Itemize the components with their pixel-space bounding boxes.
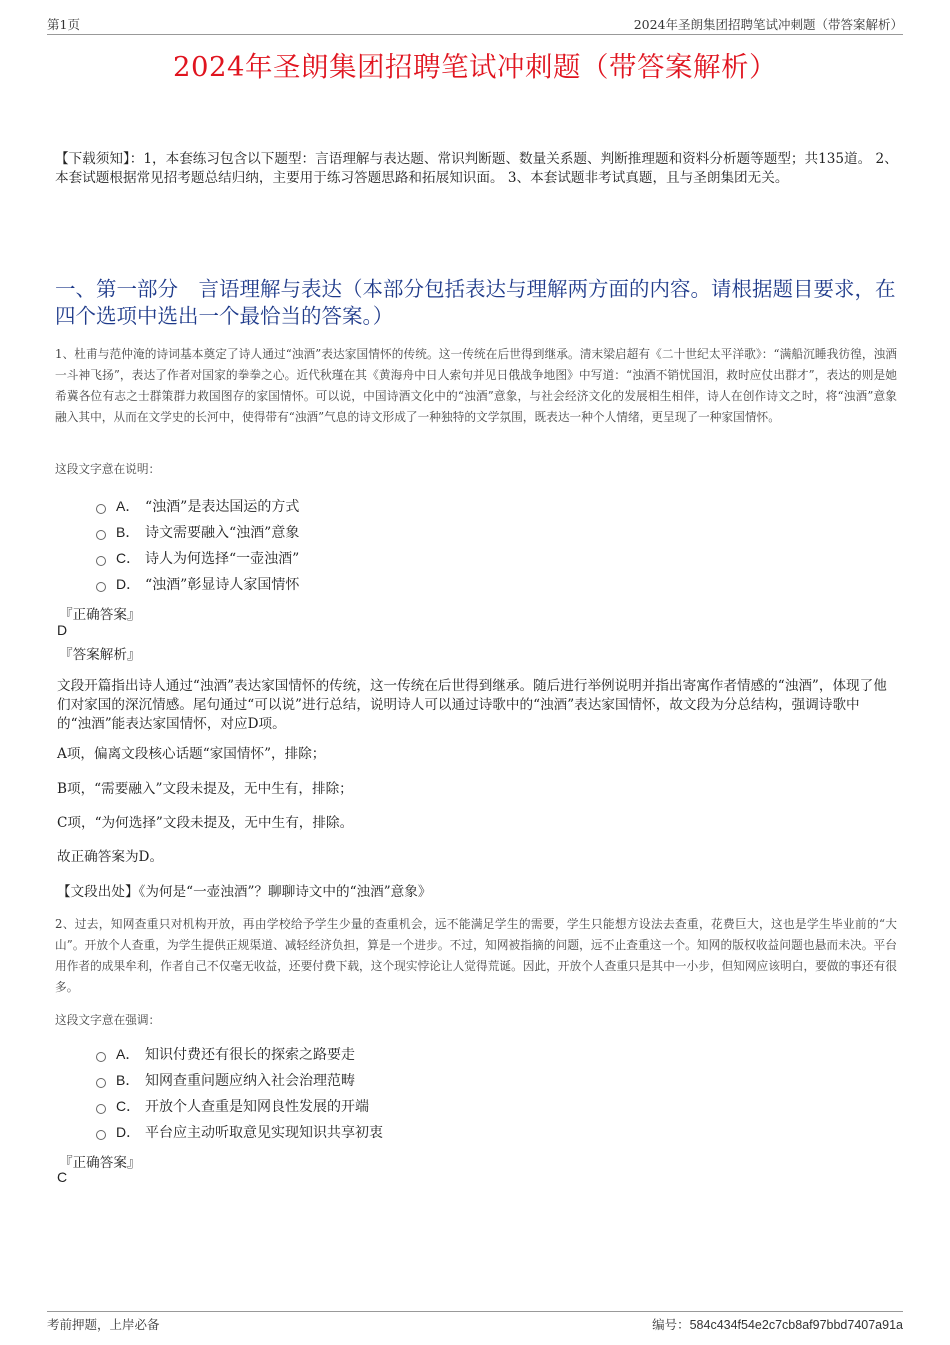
- question-1-answer: D: [57, 622, 68, 638]
- question-1-analysis-a: A项，偏离文段核心话题“家国情怀”，排除；: [57, 746, 326, 762]
- option-text: 开放个人查重是知网良性发展的开端: [145, 1099, 369, 1115]
- question-1-option-c[interactable]: [96, 548, 299, 568]
- option-letter: D．: [116, 576, 141, 592]
- question-2-answer: C: [57, 1169, 68, 1185]
- option-text: 知识付费还有很长的探索之路要走: [145, 1047, 355, 1063]
- question-2-option-d[interactable]: [96, 1122, 383, 1142]
- radio-button-icon[interactable]: [96, 1130, 106, 1140]
- page-header: [47, 14, 903, 35]
- question-1-prompt: 这段文字意在说明：: [55, 462, 161, 476]
- radio-button-icon[interactable]: [96, 1104, 106, 1114]
- page-number: 第1页: [47, 17, 80, 32]
- option-text: 诗文需要融入“浊酒”意象: [145, 525, 300, 541]
- radio-button-icon[interactable]: [96, 582, 106, 592]
- radio-button-icon[interactable]: [96, 530, 106, 540]
- question-1-stem: 1、杜甫与范仲淹的诗词基本奠定了诗人通过“浊酒”表达家国情怀的传统。这一传统在后世得到继承。清末梁启超有《二十世纪太平洋歌》：“满船沉睡我彷徨，浊酒一斗神飞扬”，表达了作者对国家的拳拳之心。近代秋瑾在其《黄海舟中日人索句并见日俄战争地图》中写道：“浊酒不销忧国泪，救时应仗出群才”，表达的则是她希冀各位有志之士群策群力救国图存的家国情怀。可以说，中国诗酒文化中的“浊酒”意象，与社会经济文化的发展相生相伴，诗人在创作诗文之时，将“浊酒”意象融入其中，从而在文学史的长河中，使得带有“浊酒”气息的诗文形成了一种独特的文学氛围，既表达一种个人情绪，更呈现了一种家国情怀。: [55, 347, 897, 424]
- question-1-analysis-conclusion: 故正确答案为D。: [57, 849, 164, 865]
- question-2-answer-label: 『正确答案』: [59, 1155, 141, 1171]
- footer-slogan: 考前押题，上岸必备: [47, 1317, 160, 1332]
- section-title: 一、第一部分 言语理解与表达（本部分包括表达与理解两方面的内容。请根据题目要求，在四个选项中选出一个最恰当的答案。）: [55, 277, 896, 328]
- option-letter: C．: [116, 1098, 141, 1114]
- header-doc-title: 2024年圣朗集团招聘笔试冲刺题（带答案解析）: [633, 17, 903, 32]
- radio-button-icon[interactable]: [96, 556, 106, 566]
- question-2-stem: 2、过去，知网查重只对机构开放，再由学校给予学生少量的查重机会，远不能满足学生的需要，学生只能想方设法去查重，花费巨大，这也是学生毕业前的“大山”。开放个人查重，为学生提供正规渠道、减轻经济负担，算是一个进步。不过，知网被指摘的问题，远不止查重这一个。知网的版权收益问题也悬而未决。平台用作者的成果牟利，作者自己不仅毫无收益，还要付费下载，这个现实悖论让人觉得荒诞。因此，开放个人查重只是其中一小步，但知网应该明白，要做的事还有很多。: [55, 917, 897, 994]
- question-2-option-a[interactable]: [96, 1044, 355, 1064]
- question-1-analysis-b: B项，“需要融入”文段未提及，无中生有，排除；: [57, 781, 353, 797]
- question-2-option-b[interactable]: [96, 1070, 355, 1090]
- footer-code: 584c434f54e2c7cb8af97bbd7407a91a: [689, 1318, 903, 1332]
- question-2-prompt: 这段文字意在强调：: [55, 1013, 161, 1027]
- option-letter: B．: [116, 1072, 140, 1088]
- question-2-option-c[interactable]: [96, 1096, 369, 1116]
- option-text: “浊酒”是表达国运的方式: [145, 499, 300, 515]
- option-letter: A．: [116, 1046, 140, 1062]
- option-text: 诗人为何选择“一壶浊酒”: [145, 551, 300, 567]
- option-letter: A．: [116, 498, 140, 514]
- option-letter: C．: [116, 550, 141, 566]
- page-footer: [47, 1311, 903, 1336]
- question-1-option-b[interactable]: [96, 522, 299, 542]
- question-1-option-d[interactable]: [96, 574, 299, 594]
- download-notice: 【下载须知】：1，本套练习包含以下题型：言语理解与表达题、常识判断题、数量关系题、判断推理题和资料分析题等题型；共135道。 2、本套试题根据常见招考题总结归纳，主要用于练习答题思路和拓展知识面。 3、本套试题非考试真题，且与圣朗集团无关。: [55, 151, 898, 186]
- radio-button-icon[interactable]: [96, 1052, 106, 1062]
- question-1-source: 【文段出处】《为何是“一壶浊酒”？聊聊诗文中的“浊酒”意象》: [57, 884, 432, 900]
- footer-code-label: 编号：: [652, 1317, 690, 1332]
- question-1-analysis-main: 文段开篇指出诗人通过“浊酒”表达家国情怀的传统，这一传统在后世得到继承。随后进行举例说明并指出寄寓作者情感的“浊酒”，体现了他们对家国的深沉情感。尾句通过“可以说”进行总结，说明诗人可以通过诗歌中的“浊酒”表达家国情怀，故文段为分总结构，强调诗歌中的“浊酒”能表达家国情怀，对应D项。: [57, 678, 887, 732]
- option-letter: D．: [116, 1124, 141, 1140]
- radio-button-icon[interactable]: [96, 1078, 106, 1088]
- question-1-option-a[interactable]: [96, 496, 299, 516]
- question-1-analysis-c: C项，“为何选择”文段未提及，无中生有，排除。: [57, 815, 354, 831]
- option-text: “浊酒”彰显诗人家国情怀: [145, 577, 300, 593]
- option-text: 知网查重问题应纳入社会治理范畴: [145, 1073, 355, 1089]
- footer-code-block: [652, 1315, 903, 1333]
- question-1-analysis-label: 『答案解析』: [59, 647, 141, 663]
- radio-button-icon[interactable]: [96, 504, 106, 514]
- option-text: 平台应主动听取意见实现知识共享初衷: [145, 1125, 383, 1141]
- question-1-answer-label: 『正确答案』: [59, 607, 141, 623]
- option-letter: B．: [116, 524, 140, 540]
- document-title: 2024年圣朗集团招聘笔试冲刺题（带答案解析）: [173, 51, 777, 83]
